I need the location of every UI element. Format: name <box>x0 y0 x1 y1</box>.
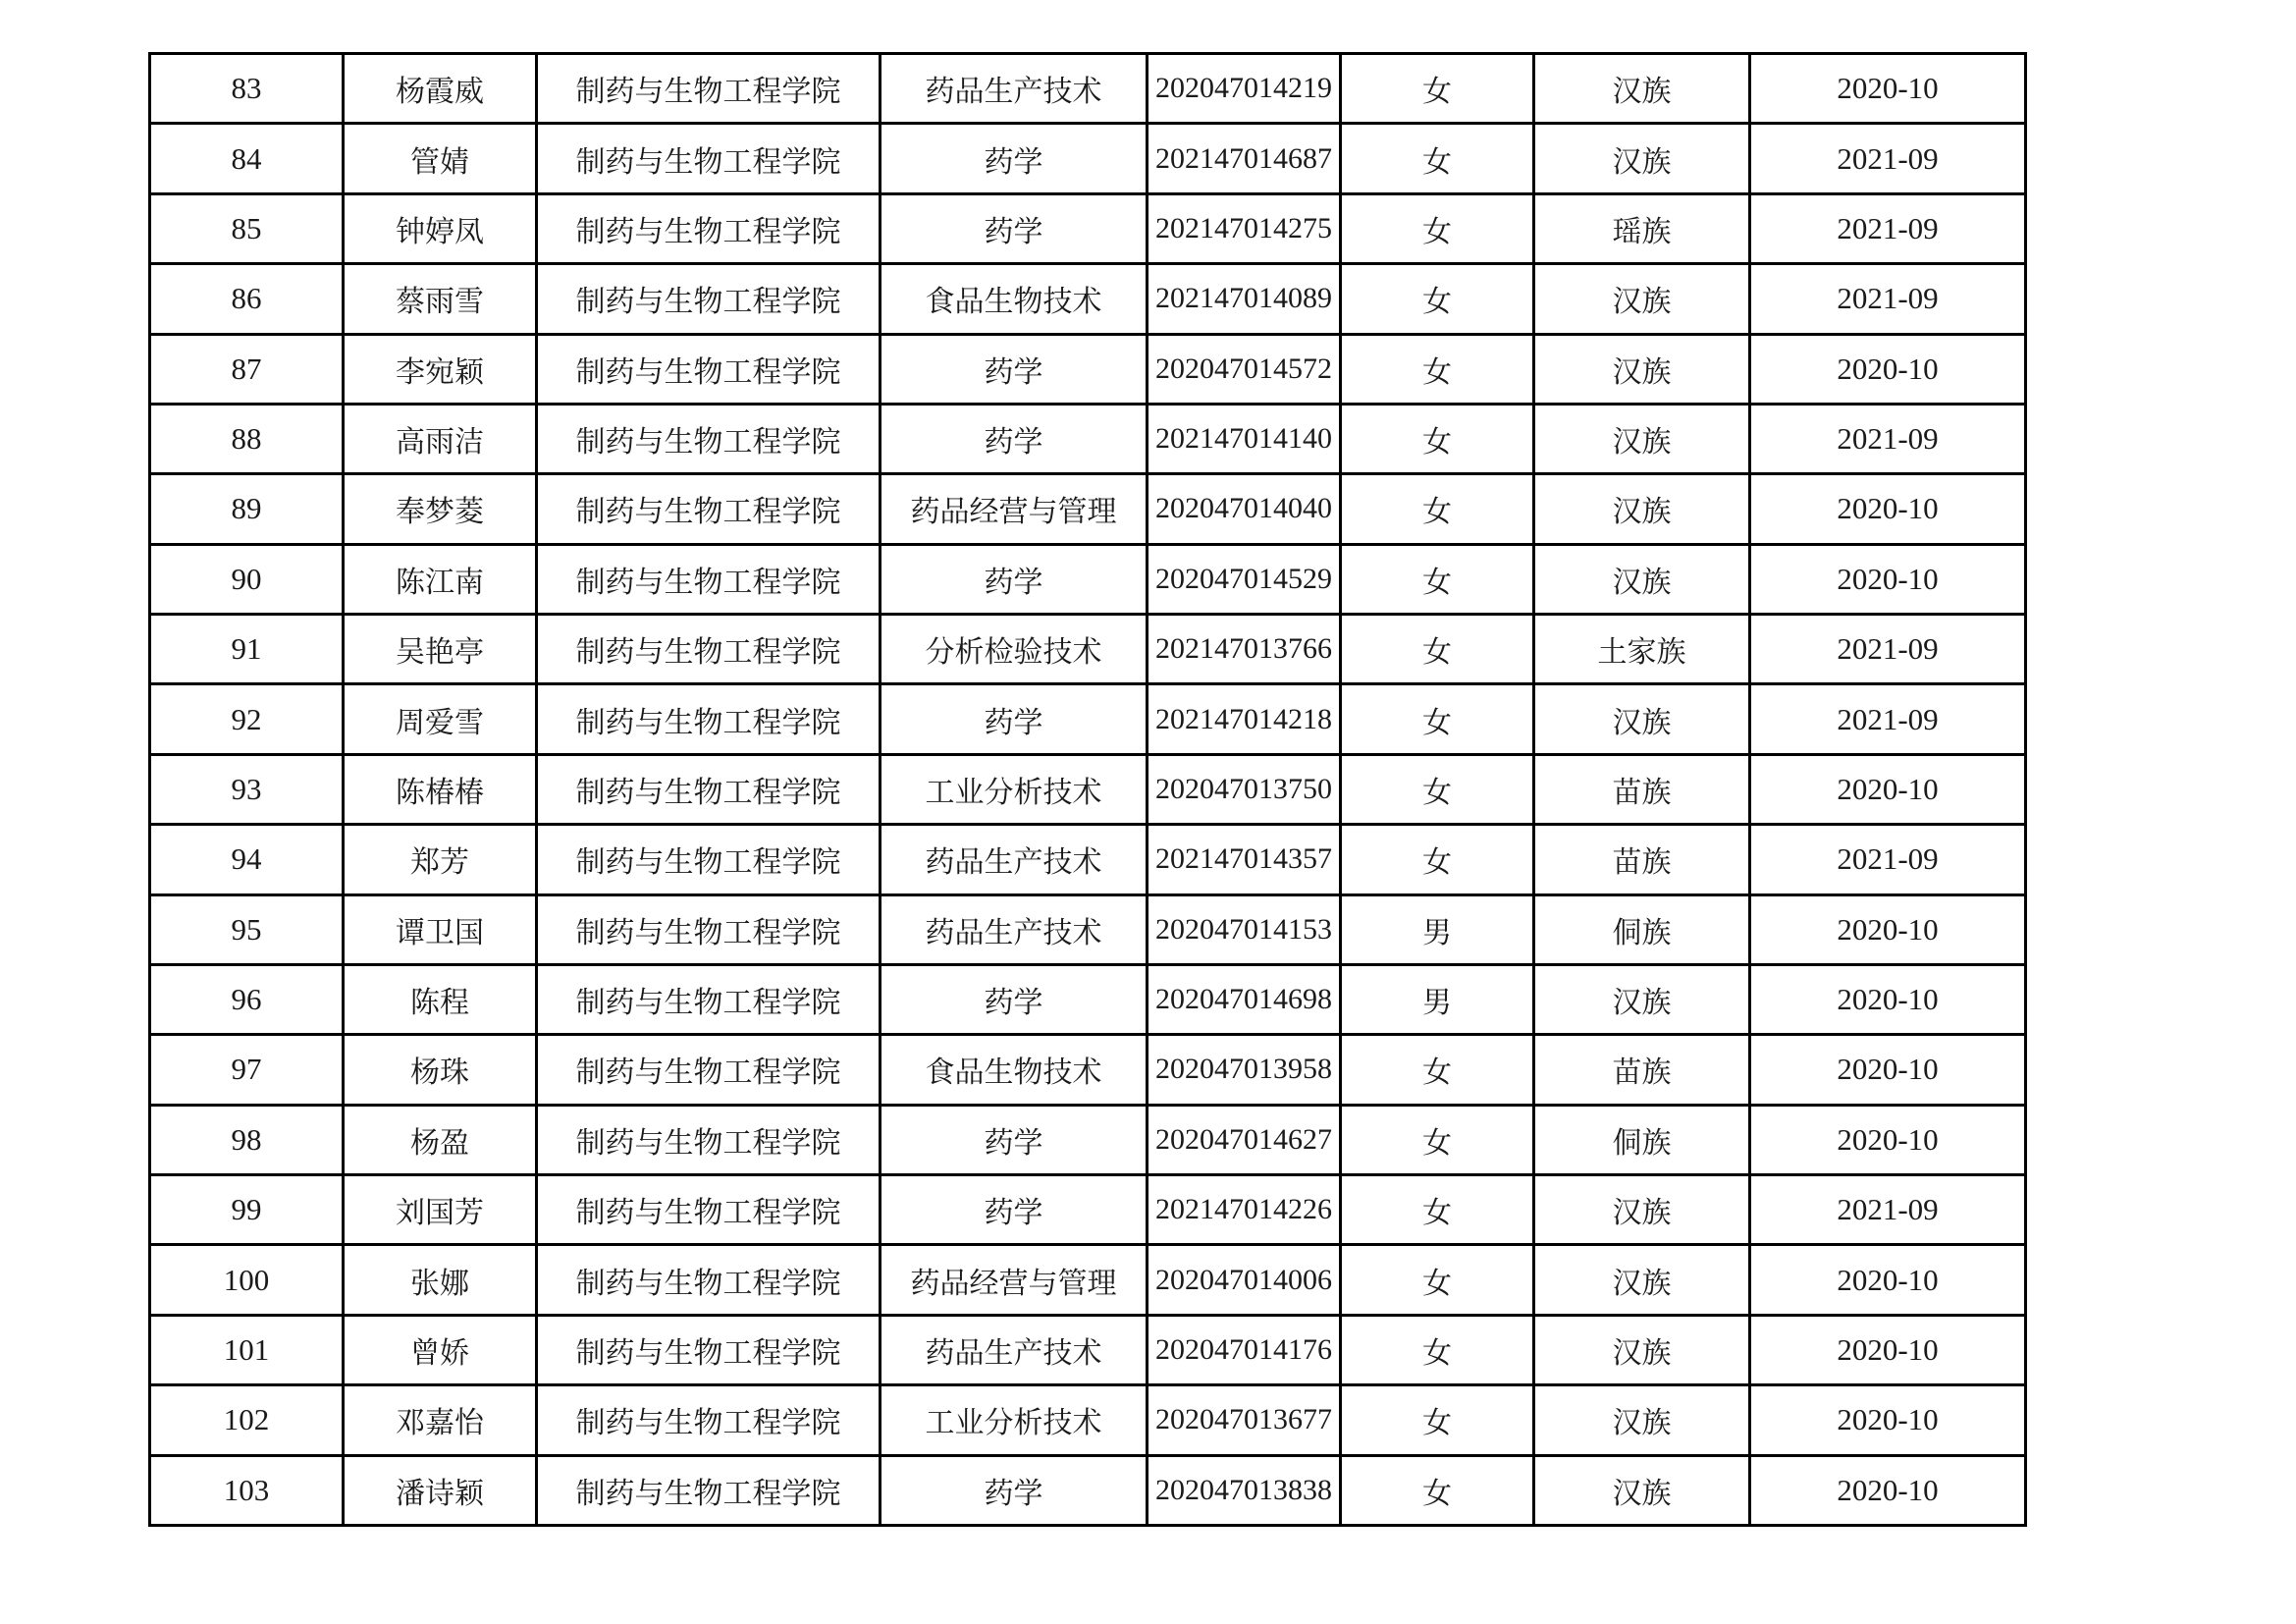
ethnicity-cell: 汉族 <box>1534 544 1750 614</box>
table-row <box>150 964 2026 1034</box>
gender-cell: 女 <box>1341 193 1534 263</box>
student-name-cell: 杨霞威 <box>344 54 537 124</box>
table-row <box>150 404 2026 473</box>
enrollment-date-cell: 2021-09 <box>1750 684 2026 754</box>
row-number-cell: 89 <box>150 474 344 544</box>
student-name-cell: 高雨洁 <box>344 404 537 473</box>
ethnicity-cell: 苗族 <box>1534 1035 1750 1105</box>
student-id-cell: 202047014176 <box>1148 1315 1341 1384</box>
enrollment-date-cell: 2021-09 <box>1750 404 2026 473</box>
college-cell: 制药与生物工程学院 <box>537 1315 881 1384</box>
enrollment-date-cell: 2020-10 <box>1750 1315 2026 1384</box>
table-row <box>150 1315 2026 1384</box>
row-number-cell: 102 <box>150 1385 344 1455</box>
major-cell: 药学 <box>881 1175 1148 1245</box>
student-name-cell: 刘国芳 <box>344 1175 537 1245</box>
student-id-cell: 202047013958 <box>1148 1035 1341 1105</box>
gender-cell: 女 <box>1341 1105 1534 1174</box>
gender-cell: 女 <box>1341 54 1534 124</box>
table-row <box>150 1385 2026 1455</box>
student-id-cell: 202047013677 <box>1148 1385 1341 1455</box>
student-id-cell: 202147014089 <box>1148 264 1341 334</box>
table-row <box>150 54 2026 124</box>
gender-cell: 女 <box>1341 1245 1534 1315</box>
table-row <box>150 544 2026 614</box>
table-row <box>150 1455 2026 1526</box>
student-name-cell: 周爱雪 <box>344 684 537 754</box>
table-row <box>150 825 2026 894</box>
college-cell: 制药与生物工程学院 <box>537 124 881 193</box>
table-row <box>150 474 2026 544</box>
college-cell: 制药与生物工程学院 <box>537 615 881 684</box>
ethnicity-cell: 汉族 <box>1534 964 1750 1034</box>
gender-cell: 男 <box>1341 964 1534 1034</box>
enrollment-date-cell: 2020-10 <box>1750 1035 2026 1105</box>
ethnicity-cell: 汉族 <box>1534 1385 1750 1455</box>
gender-cell: 女 <box>1341 825 1534 894</box>
row-number-cell: 98 <box>150 1105 344 1174</box>
major-cell: 工业分析技术 <box>881 1385 1148 1455</box>
row-number-cell: 101 <box>150 1315 344 1384</box>
student-name-cell: 杨珠 <box>344 1035 537 1105</box>
table-row <box>150 754 2026 824</box>
enrollment-date-cell: 2021-09 <box>1750 1175 2026 1245</box>
enrollment-date-cell: 2020-10 <box>1750 474 2026 544</box>
student-name-cell: 曾娇 <box>344 1315 537 1384</box>
student-name-cell: 管婧 <box>344 124 537 193</box>
student-id-cell: 202147014226 <box>1148 1175 1341 1245</box>
table-row <box>150 684 2026 754</box>
enrollment-date-cell: 2020-10 <box>1750 754 2026 824</box>
college-cell: 制药与生物工程学院 <box>537 684 881 754</box>
row-number-cell: 83 <box>150 54 344 124</box>
ethnicity-cell: 汉族 <box>1534 1245 1750 1315</box>
student-id-cell: 202047014627 <box>1148 1105 1341 1174</box>
major-cell: 药学 <box>881 124 1148 193</box>
major-cell: 药学 <box>881 684 1148 754</box>
student-id-cell: 202047014219 <box>1148 54 1341 124</box>
row-number-cell: 91 <box>150 615 344 684</box>
row-number-cell: 94 <box>150 825 344 894</box>
student-id-cell: 202047014529 <box>1148 544 1341 614</box>
enrollment-date-cell: 2020-10 <box>1750 1385 2026 1455</box>
table-row <box>150 1175 2026 1245</box>
gender-cell: 女 <box>1341 1385 1534 1455</box>
student-id-cell: 202147014687 <box>1148 124 1341 193</box>
enrollment-date-cell: 2020-10 <box>1750 964 2026 1034</box>
gender-cell: 女 <box>1341 474 1534 544</box>
enrollment-date-cell: 2021-09 <box>1750 124 2026 193</box>
student-id-cell: 202147014218 <box>1148 684 1341 754</box>
enrollment-date-cell: 2020-10 <box>1750 544 2026 614</box>
major-cell: 药学 <box>881 964 1148 1034</box>
enrollment-date-cell: 2021-09 <box>1750 264 2026 334</box>
ethnicity-cell: 汉族 <box>1534 334 1750 404</box>
major-cell: 药学 <box>881 404 1148 473</box>
gender-cell: 女 <box>1341 754 1534 824</box>
table-row <box>150 193 2026 263</box>
student-id-cell: 202047013750 <box>1148 754 1341 824</box>
college-cell: 制药与生物工程学院 <box>537 1245 881 1315</box>
gender-cell: 女 <box>1341 1175 1534 1245</box>
college-cell: 制药与生物工程学院 <box>537 1105 881 1174</box>
college-cell: 制药与生物工程学院 <box>537 1455 881 1526</box>
major-cell: 药品经营与管理 <box>881 474 1148 544</box>
college-cell: 制药与生物工程学院 <box>537 1175 881 1245</box>
college-cell: 制药与生物工程学院 <box>537 825 881 894</box>
ethnicity-cell: 汉族 <box>1534 474 1750 544</box>
college-cell: 制药与生物工程学院 <box>537 754 881 824</box>
major-cell: 药品生产技术 <box>881 825 1148 894</box>
student-name-cell: 潘诗颖 <box>344 1455 537 1526</box>
student-id-cell: 202047014698 <box>1148 964 1341 1034</box>
gender-cell: 女 <box>1341 264 1534 334</box>
row-number-cell: 95 <box>150 894 344 964</box>
table-row <box>150 1245 2026 1315</box>
enrollment-date-cell: 2021-09 <box>1750 825 2026 894</box>
row-number-cell: 90 <box>150 544 344 614</box>
major-cell: 药学 <box>881 193 1148 263</box>
major-cell: 药品生产技术 <box>881 1315 1148 1384</box>
table-row <box>150 894 2026 964</box>
row-number-cell: 87 <box>150 334 344 404</box>
major-cell: 药学 <box>881 1105 1148 1174</box>
ethnicity-cell: 土家族 <box>1534 615 1750 684</box>
ethnicity-cell: 汉族 <box>1534 1175 1750 1245</box>
row-number-cell: 100 <box>150 1245 344 1315</box>
row-number-cell: 92 <box>150 684 344 754</box>
enrollment-date-cell: 2020-10 <box>1750 1245 2026 1315</box>
gender-cell: 女 <box>1341 684 1534 754</box>
gender-cell: 男 <box>1341 894 1534 964</box>
ethnicity-cell: 瑶族 <box>1534 193 1750 263</box>
gender-cell: 女 <box>1341 615 1534 684</box>
ethnicity-cell: 汉族 <box>1534 264 1750 334</box>
row-number-cell: 99 <box>150 1175 344 1245</box>
row-number-cell: 84 <box>150 124 344 193</box>
student-id-cell: 202047013838 <box>1148 1455 1341 1526</box>
college-cell: 制药与生物工程学院 <box>537 264 881 334</box>
student-name-cell: 郑芳 <box>344 825 537 894</box>
ethnicity-cell: 苗族 <box>1534 825 1750 894</box>
table-row <box>150 334 2026 404</box>
college-cell: 制药与生物工程学院 <box>537 964 881 1034</box>
student-id-cell: 202147014140 <box>1148 404 1341 473</box>
student-name-cell: 蔡雨雪 <box>344 264 537 334</box>
student-id-cell: 202147014275 <box>1148 193 1341 263</box>
major-cell: 药品生产技术 <box>881 894 1148 964</box>
student-id-cell: 202047014572 <box>1148 334 1341 404</box>
major-cell: 药学 <box>881 1455 1148 1526</box>
table-row <box>150 1105 2026 1174</box>
student-id-cell: 202047014006 <box>1148 1245 1341 1315</box>
college-cell: 制药与生物工程学院 <box>537 193 881 263</box>
college-cell: 制药与生物工程学院 <box>537 1385 881 1455</box>
student-name-cell: 张娜 <box>344 1245 537 1315</box>
student-name-cell: 邓嘉怡 <box>344 1385 537 1455</box>
college-cell: 制药与生物工程学院 <box>537 334 881 404</box>
gender-cell: 女 <box>1341 1455 1534 1526</box>
student-id-cell: 202147013766 <box>1148 615 1341 684</box>
student-name-cell: 谭卫国 <box>344 894 537 964</box>
major-cell: 药品生产技术 <box>881 54 1148 124</box>
row-number-cell: 97 <box>150 1035 344 1105</box>
student-name-cell: 杨盈 <box>344 1105 537 1174</box>
student-id-cell: 202047014040 <box>1148 474 1341 544</box>
table-row <box>150 264 2026 334</box>
row-number-cell: 103 <box>150 1455 344 1526</box>
college-cell: 制药与生物工程学院 <box>537 404 881 473</box>
major-cell: 工业分析技术 <box>881 754 1148 824</box>
college-cell: 制药与生物工程学院 <box>537 1035 881 1105</box>
ethnicity-cell: 汉族 <box>1534 1455 1750 1526</box>
student-name-cell: 陈江南 <box>344 544 537 614</box>
major-cell: 分析检验技术 <box>881 615 1148 684</box>
student-id-cell: 202047014153 <box>1148 894 1341 964</box>
ethnicity-cell: 汉族 <box>1534 54 1750 124</box>
ethnicity-cell: 汉族 <box>1534 1315 1750 1384</box>
ethnicity-cell: 汉族 <box>1534 124 1750 193</box>
student-name-cell: 奉梦菱 <box>344 474 537 544</box>
row-number-cell: 93 <box>150 754 344 824</box>
student-name-cell: 陈程 <box>344 964 537 1034</box>
enrollment-date-cell: 2020-10 <box>1750 1455 2026 1526</box>
college-cell: 制药与生物工程学院 <box>537 54 881 124</box>
student-id-cell: 202147014357 <box>1148 825 1341 894</box>
row-number-cell: 86 <box>150 264 344 334</box>
major-cell: 食品生物技术 <box>881 1035 1148 1105</box>
student-name-cell: 李宛颖 <box>344 334 537 404</box>
enrollment-date-cell: 2021-09 <box>1750 615 2026 684</box>
row-number-cell: 85 <box>150 193 344 263</box>
major-cell: 药学 <box>881 334 1148 404</box>
student-roster-table <box>148 52 2027 1527</box>
ethnicity-cell: 侗族 <box>1534 1105 1750 1174</box>
college-cell: 制药与生物工程学院 <box>537 544 881 614</box>
gender-cell: 女 <box>1341 124 1534 193</box>
roster-body <box>150 54 2026 1526</box>
ethnicity-cell: 汉族 <box>1534 404 1750 473</box>
row-number-cell: 88 <box>150 404 344 473</box>
gender-cell: 女 <box>1341 404 1534 473</box>
student-name-cell: 吴艳亭 <box>344 615 537 684</box>
table-row <box>150 615 2026 684</box>
college-cell: 制药与生物工程学院 <box>537 474 881 544</box>
table-row <box>150 124 2026 193</box>
major-cell: 食品生物技术 <box>881 264 1148 334</box>
table-row <box>150 1035 2026 1105</box>
gender-cell: 女 <box>1341 1035 1534 1105</box>
enrollment-date-cell: 2020-10 <box>1750 54 2026 124</box>
gender-cell: 女 <box>1341 334 1534 404</box>
enrollment-date-cell: 2020-10 <box>1750 1105 2026 1174</box>
ethnicity-cell: 苗族 <box>1534 754 1750 824</box>
student-name-cell: 陈椿椿 <box>344 754 537 824</box>
row-number-cell: 96 <box>150 964 344 1034</box>
ethnicity-cell: 侗族 <box>1534 894 1750 964</box>
student-name-cell: 钟婷凤 <box>344 193 537 263</box>
enrollment-date-cell: 2021-09 <box>1750 193 2026 263</box>
major-cell: 药品经营与管理 <box>881 1245 1148 1315</box>
major-cell: 药学 <box>881 544 1148 614</box>
gender-cell: 女 <box>1341 544 1534 614</box>
enrollment-date-cell: 2020-10 <box>1750 334 2026 404</box>
ethnicity-cell: 汉族 <box>1534 684 1750 754</box>
enrollment-date-cell: 2020-10 <box>1750 894 2026 964</box>
gender-cell: 女 <box>1341 1315 1534 1384</box>
college-cell: 制药与生物工程学院 <box>537 894 881 964</box>
